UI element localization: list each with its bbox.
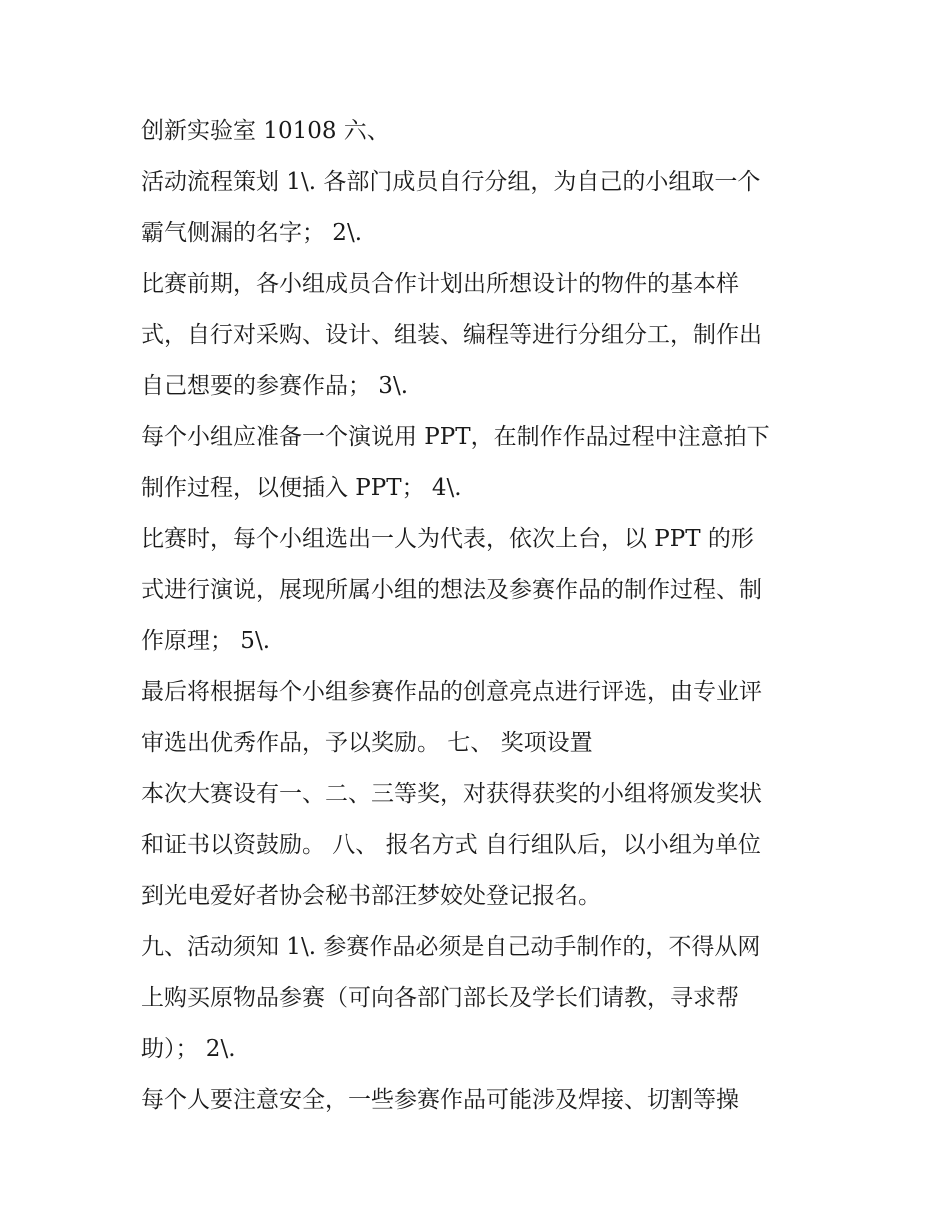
text-line: 助）； 2\. <box>141 1036 236 1062</box>
text-line: 比赛时，每个小组选出一人为代表，依次上台，以 PPT 的形 <box>141 526 754 552</box>
text-line: 最后将根据每个小组参赛作品的创意亮点进行评选，由专业评 <box>141 679 762 705</box>
text-line: 审选出优秀作品，予以奖励。 七、 奖项设置 <box>141 730 593 756</box>
text-line: 活动流程策划 1\. 各部门成员自行分组，为自己的小组取一个 <box>141 169 761 195</box>
text-line: 制作过程，以便插入 PPT； 4\. <box>141 475 462 501</box>
text-line: 创新实验室 10108 六、 <box>141 118 390 144</box>
text-line: 九、活动须知 1\. 参赛作品必须是自己动手制作的，不得从网 <box>141 934 761 960</box>
document-body <box>141 106 821 1126</box>
text-line: 比赛前期，各小组成员合作计划出所想设计的物件的基本样 <box>141 271 739 297</box>
text-line: 式进行演说，展现所属小组的想法及参赛作品的制作过程、制 <box>141 577 762 603</box>
text-line: 霸气侧漏的名字； 2\. <box>141 220 363 246</box>
text-line: 作原理； 5\. <box>141 628 271 654</box>
text-line: 自己想要的参赛作品； 3\. <box>141 373 409 399</box>
text-line: 到光电爱好者协会秘书部汪梦姣处登记报名。 <box>141 883 601 909</box>
text-line: 上购买原物品参赛（可向各部门部长及学长们请教，寻求帮 <box>141 985 739 1011</box>
text-line: 本次大赛设有一、二、三等奖，对获得获奖的小组将颁发奖状 <box>141 781 762 807</box>
text-line: 和证书以资鼓励。 八、 报名方式 自行组队后，以小组为单位 <box>141 832 761 858</box>
text-line: 每个小组应准备一个演说用 PPT，在制作作品过程中注意拍下 <box>141 424 770 450</box>
text-line: 式，自行对采购、设计、组装、编程等进行分组分工，制作出 <box>141 322 762 348</box>
text-line: 每个人要注意安全，一些参赛作品可能涉及焊接、切割等操 <box>141 1087 739 1113</box>
